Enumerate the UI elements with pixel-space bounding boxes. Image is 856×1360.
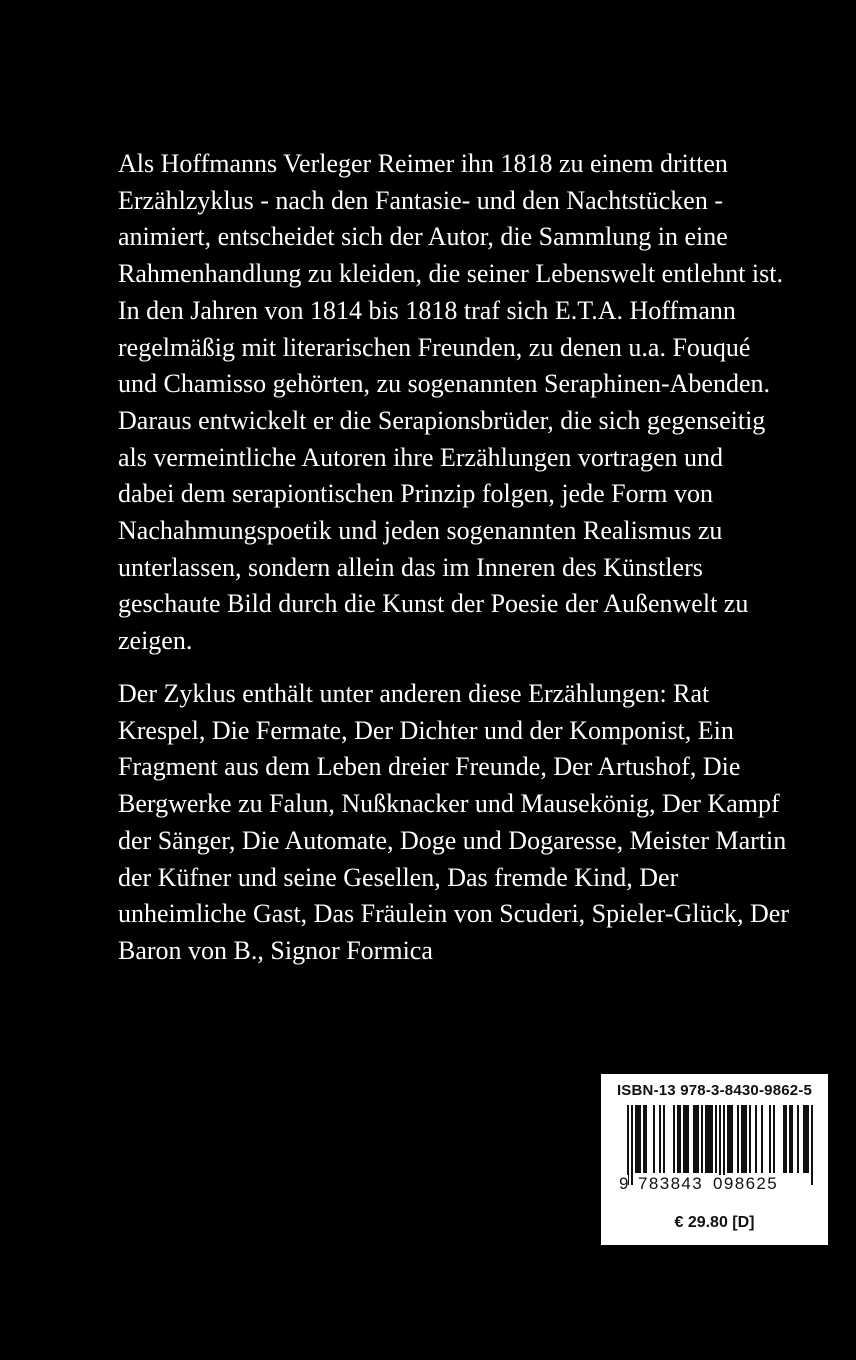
- blurb-line: animiert, entscheidet sich der Autor, die Sammlung in eine: [118, 222, 728, 252]
- barcode-bar: [761, 1105, 763, 1173]
- barcode-bar: [791, 1105, 793, 1173]
- barcode-bar: [805, 1105, 807, 1173]
- barcode-guard-bar: [719, 1105, 721, 1185]
- isbn-label: ISBN-13 978-3-8430-9862-5: [616, 1082, 813, 1099]
- barcode-bar: [685, 1105, 687, 1173]
- barcode-bar: [659, 1105, 661, 1173]
- barcode-box: [601, 1074, 828, 1245]
- barcode-bar: [673, 1105, 675, 1173]
- barcode-bar: [785, 1105, 787, 1173]
- blurb-line: geschaute Bild durch die Kunst der Poesie der Außenwelt zu: [118, 589, 749, 619]
- contents-line: Fragment aus dem Leben dreier Freunde, Der Artushof, Die: [118, 752, 741, 782]
- barcode-right-digits: 098625: [713, 1174, 779, 1193]
- barcode-bar: [645, 1105, 647, 1173]
- barcode-bar: [635, 1105, 637, 1173]
- barcode-bar: [695, 1105, 697, 1173]
- blurb-line: dabei dem serapiontischen Prinzip folgen, jede Form von: [118, 479, 713, 509]
- contents-line: der Sänger, Die Automate, Doge und Dogaresse, Meister Martin: [118, 825, 787, 855]
- barcode-bar: [715, 1105, 717, 1173]
- barcode-bar: [741, 1105, 743, 1173]
- contents-line: der Küfner und seine Gesellen, Das fremde Kind, Der: [118, 862, 679, 892]
- barcode-bar: [745, 1105, 747, 1173]
- barcode-bar: [729, 1105, 731, 1173]
- barcode-bar: [783, 1105, 785, 1173]
- contents-line: Der Zyklus enthält unter anderen diese Erzählungen: Rat: [118, 679, 710, 708]
- blurb-line: und Chamisso gehörten, zu sogenannten Seraphinen-Abenden.: [118, 369, 771, 399]
- barcode-guard-bar: [811, 1105, 813, 1185]
- barcode-bar: [697, 1105, 699, 1173]
- blurb-line: Daraus entwickelt er die Serapionsbrüder, die sich gegenseitig: [118, 405, 766, 435]
- barcode-bar: [797, 1105, 799, 1173]
- blurb-line: unterlassen, sondern allein das im Inneren des Künstlers: [118, 552, 703, 582]
- contents-paragraph: [118, 676, 789, 970]
- barcode-bar: [693, 1105, 695, 1173]
- barcode-bar: [701, 1105, 703, 1173]
- barcode-bar: [709, 1105, 711, 1173]
- barcode-bar: [687, 1105, 689, 1173]
- barcode-guard-bar: [631, 1105, 633, 1185]
- barcode-first-digit: 9: [619, 1174, 629, 1193]
- barcode-guard-bar: [627, 1105, 629, 1185]
- blurb-line: In den Jahren von 1814 bis 1818 traf sich E.T.A. Hoffmann: [118, 295, 736, 325]
- barcode-bar: [707, 1105, 709, 1173]
- blurb-line: Erzählzyklus - nach den Fantasie- und den Nachtstücken -: [118, 185, 724, 215]
- blurb-line: als vermeintliche Autoren ihre Erzählungen vortragen und: [118, 442, 724, 472]
- barcode-bar: [749, 1105, 751, 1173]
- barcode-bar: [731, 1105, 733, 1173]
- barcode-bar: [743, 1105, 745, 1173]
- barcode-bar: [639, 1105, 641, 1173]
- barcode-bar: [637, 1105, 639, 1173]
- price-label: € 29.80 [D]: [674, 1214, 755, 1231]
- barcode-left-digits: 783843: [638, 1174, 704, 1193]
- blurb-line: regelmäßig mit literarischen Freunden, zu denen u.a. Fouqué: [118, 332, 751, 362]
- contents-line: Krespel, Die Fermate, Der Dichter und der Komponist, Ein: [118, 715, 734, 745]
- barcode-bar: [807, 1105, 809, 1173]
- blurb-line: Als Hoffmanns Verleger Reimer ihn 1818 zu einem dritten: [118, 149, 728, 178]
- barcode-guard-bar: [723, 1105, 725, 1185]
- barcode-bar: [803, 1105, 805, 1173]
- barcode-bar: [773, 1105, 775, 1173]
- barcode-bar: [769, 1105, 771, 1173]
- barcode-bar: [677, 1105, 679, 1173]
- barcode-bar: [711, 1105, 713, 1173]
- barcode-bar: [727, 1105, 729, 1173]
- barcode-bar: [663, 1105, 665, 1173]
- barcode-bar: [683, 1105, 685, 1173]
- contents-line: unheimliche Gast, Das Fräulein von Scuderi, Spieler-Glück, Der: [118, 899, 789, 929]
- barcode-bar: [789, 1105, 791, 1173]
- blurb-line: Rahmenhandlung zu kleiden, die seiner Lebenswelt entlehnt ist.: [118, 259, 783, 289]
- barcode-bar: [705, 1105, 707, 1173]
- barcode-bar: [643, 1105, 645, 1173]
- contents-line: Baron von B., Signor Formica: [118, 935, 433, 965]
- blurb-paragraph: [118, 146, 783, 660]
- blurb-line: Nachahmungspoetik und jeden sogenannten Realismus zu: [118, 516, 723, 546]
- barcode-bar: [653, 1105, 655, 1173]
- barcode-bar: [737, 1105, 739, 1173]
- barcode-bar: [679, 1105, 681, 1173]
- blurb-line: zeigen.: [118, 626, 193, 656]
- barcode-bar: [755, 1105, 757, 1173]
- contents-line: Bergwerke zu Falun, Nußknacker und Mausekönig, Der Kampf: [118, 789, 780, 819]
